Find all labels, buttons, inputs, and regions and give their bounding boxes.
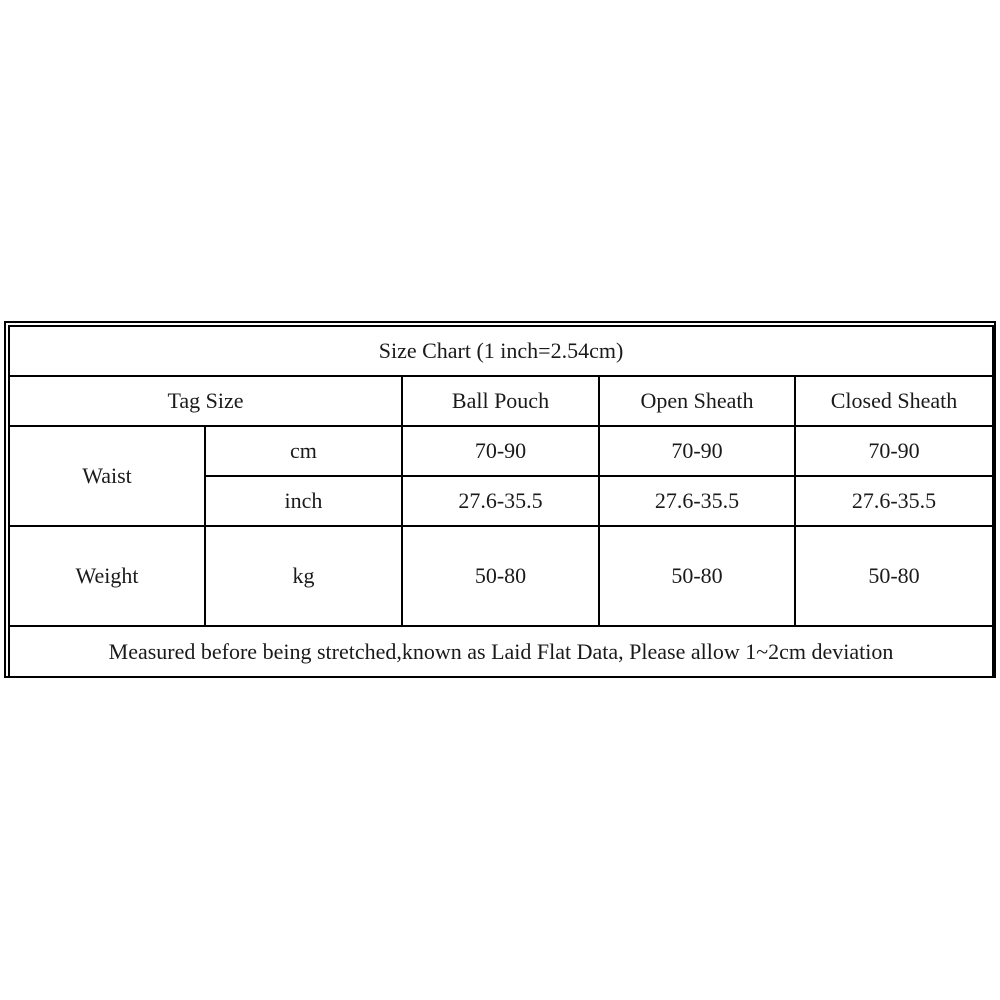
column-header-ball-pouch: Ball Pouch	[402, 376, 599, 426]
column-header-closed-sheath: Closed Sheath	[795, 376, 993, 426]
unit-inch: inch	[205, 476, 402, 526]
weight-label: Weight	[9, 526, 205, 626]
table-title: Size Chart (1 inch=2.54cm)	[9, 326, 993, 376]
tag-size-header: Tag Size	[9, 376, 402, 426]
waist-cm-open-sheath: 70-90	[599, 426, 795, 476]
waist-inch-open-sheath: 27.6-35.5	[599, 476, 795, 526]
waist-cm-closed-sheath: 70-90	[795, 426, 993, 476]
table-row	[9, 526, 993, 626]
table-row	[9, 426, 993, 476]
measurement-note: Measured before being stretched,known as Laid Flat Data, Please allow 1~2cm deviation	[9, 626, 993, 677]
unit-cm: cm	[205, 426, 402, 476]
weight-ball-pouch: 50-80	[402, 526, 599, 626]
size-chart-frame	[4, 321, 996, 678]
unit-kg: kg	[205, 526, 402, 626]
waist-inch-ball-pouch: 27.6-35.5	[402, 476, 599, 526]
weight-closed-sheath: 50-80	[795, 526, 993, 626]
weight-open-sheath: 50-80	[599, 526, 795, 626]
waist-cm-ball-pouch: 70-90	[402, 426, 599, 476]
column-header-open-sheath: Open Sheath	[599, 376, 795, 426]
size-chart-table	[8, 325, 994, 678]
waist-label: Waist	[9, 426, 205, 526]
waist-inch-closed-sheath: 27.6-35.5	[795, 476, 993, 526]
note-row	[9, 626, 993, 677]
title-row	[9, 326, 993, 376]
header-row	[9, 376, 993, 426]
